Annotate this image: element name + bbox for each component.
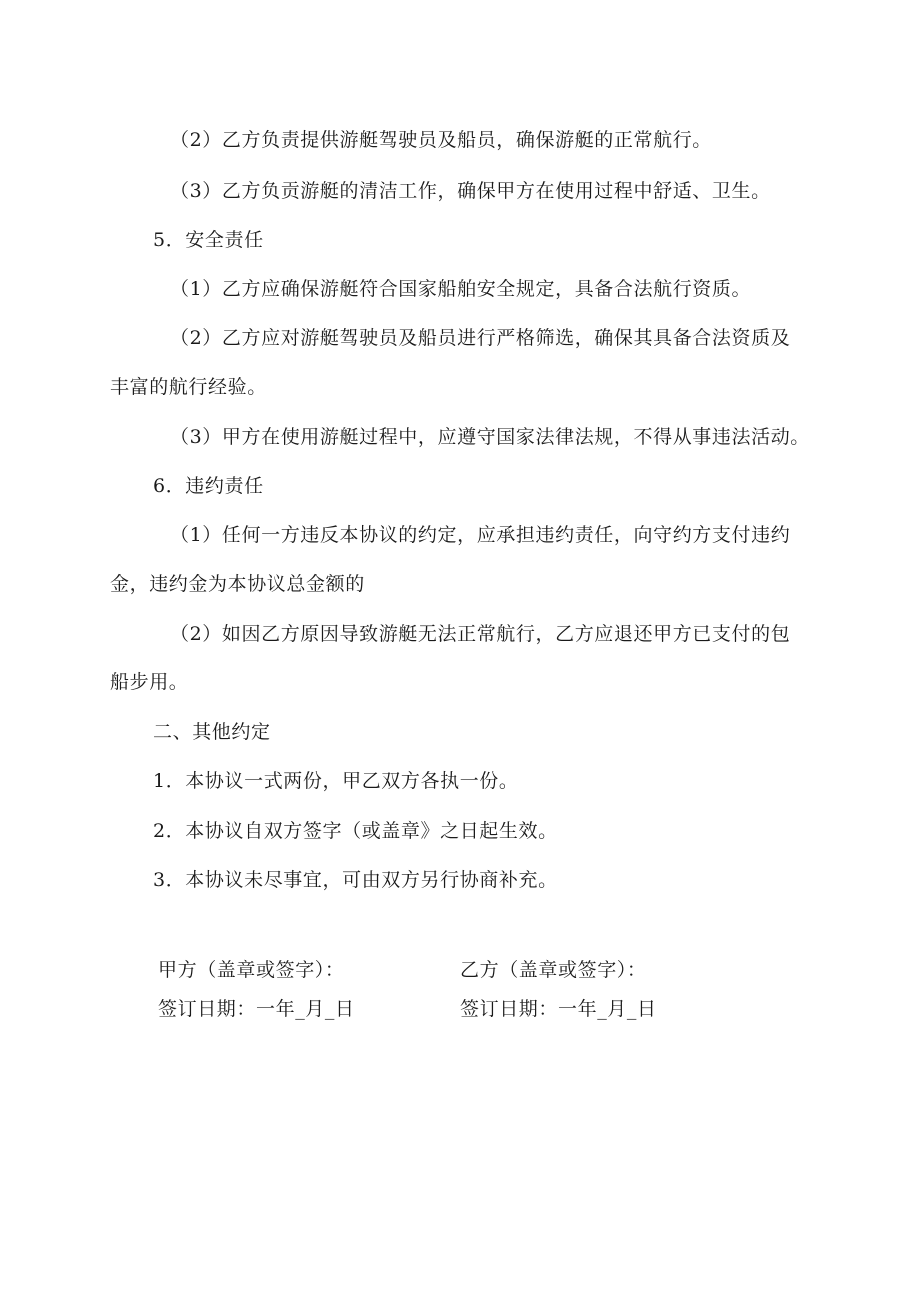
section4-item3: （3）乙方负贡游艇的清洁工作，确保甲方在使用过程中舒适、卫生。 <box>170 180 771 202</box>
party-b-signature-label: 乙方（盖章或签字）： <box>460 959 647 981</box>
section5-item1: （1）乙方应确保游艇符合国家船舶安全规定，具备合法航行资质。 <box>170 278 752 300</box>
section6-item1-line2: 金，违约金为本协议总金额的 <box>110 573 365 595</box>
section4-item2: （2）乙方负责提供游艇驾驶员及船员，确保游艇的正常航行。 <box>170 129 712 151</box>
party-a-signature-label: 甲方（盖章或签字）： <box>158 959 345 981</box>
party-b-signing-date: 签订日期：一年_月_日 <box>460 998 657 1020</box>
section6-item1-line1: （1）任何一方违反本协议的约定，应承担违约责任，向守约方支付违约 <box>170 524 791 546</box>
section6-item2-line2: 船步用。 <box>110 671 189 693</box>
other-terms-heading: 二、其他约定 <box>153 721 271 743</box>
other-term-2: 2．本协议自双方签字（或盖章》之日起生效。 <box>153 820 558 842</box>
section5-item2-line1: （2）乙方应对游艇驾驶员及船员进行严格筛选，确保其具备合法资质及 <box>170 327 791 349</box>
party-a-signing-date: 签订日期：一年_月_日 <box>158 998 355 1020</box>
other-term-1: 1．本协议一式两份，甲乙双方各执一份。 <box>153 770 519 792</box>
section6-item2-line1: （2）如因乙方原因导致游艇无法正常航行，乙方应退还甲方已支付的包 <box>170 623 791 645</box>
section5-item2-line2: 丰富的航行经验。 <box>110 376 267 398</box>
section6-heading: 6．违约责任 <box>153 475 264 497</box>
section5-item3: （3）甲方在使用游艇过程中，应遵守国家法律法规，不得从事违法活动。 <box>170 426 810 448</box>
other-term-3: 3．本协议未尽事宜，可由双方另行协商补充。 <box>153 869 558 891</box>
section5-heading: 5．安全责任 <box>153 229 264 251</box>
